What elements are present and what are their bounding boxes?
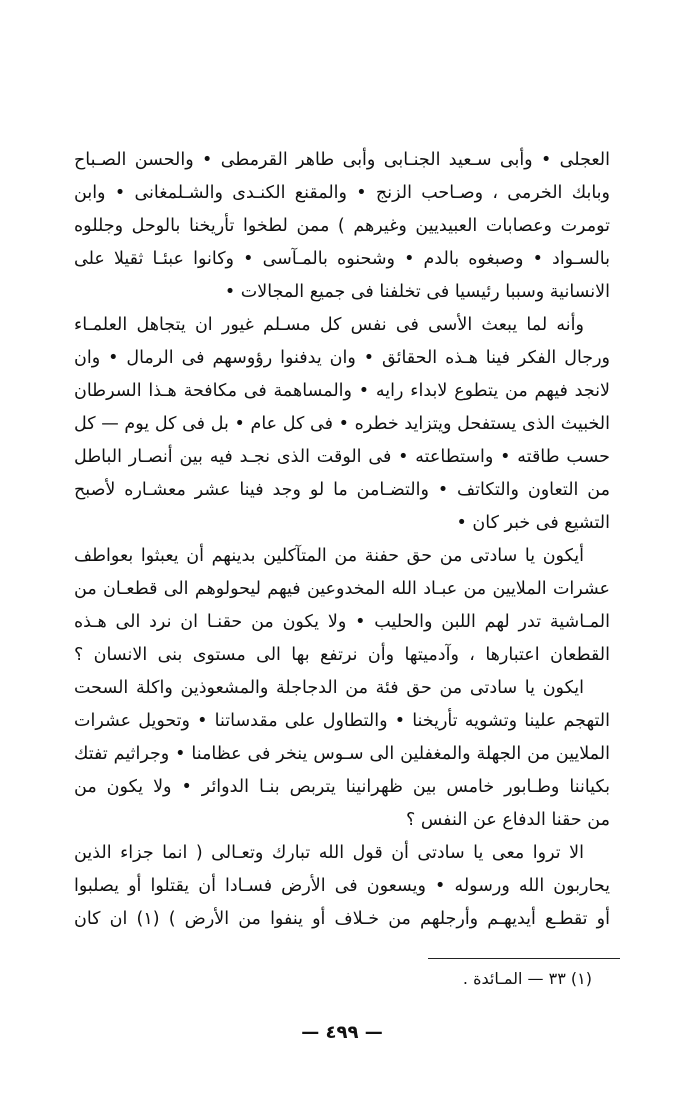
page-number: — ٤٩٩ — — [301, 1022, 383, 1043]
text-line: وأنه لما يبعث الأسى فى نفس كل مسـلم غيور ان يتجاهل العلمـاء — [74, 315, 584, 335]
text-line: الانسانية وسببا رئيسيا فى تخلفنا فى جميع المجالات • — [224, 282, 610, 302]
text-line: الملايين من الجهلة والمغفلين الى سـوس ينخر فى عظامنا • وجراثيم تفتك — [74, 744, 610, 764]
body-text — [74, 144, 610, 936]
text-line: التشيع فى خبر كان • — [456, 513, 610, 533]
text-line: بكياننا وطـابور خامس بين ظهرانينا يتربص بنـا الدوائر • ولا يكون من — [74, 777, 610, 797]
text-line: القطعان اعتبارها ، وآدميتها وأن نرتفع بها الى مستوى بنى الانسان ؟ — [74, 645, 610, 665]
text-line: التهجم علينا وتشويه تأريخنا • والتطاول على مقدساتنا • وتحويل عشرات — [74, 711, 610, 731]
text-line: ايكون يا سادتى من حق فئة من الدجاجلة والمشعوذين واكلة السحت — [74, 678, 584, 698]
text-line: من حقنا الدفاع عن النفس ؟ — [405, 810, 610, 830]
footnote: (١) ٣٣ — المـائدة . — [462, 969, 592, 988]
text-line: يحاربون الله ورسوله • ويسعون فى الأرض فسـادا أن يقتلوا أو يصلبوا — [74, 876, 610, 896]
text-line: أيكون يا سادتى من حق حفنة من المتآكلين بدينهم أن يعبثوا بعواطف — [74, 546, 584, 566]
text-line: تومرت وعصابات العبيديين وغيرهم ) ممن لطخوا تأريخنا بالوحل وجللوه — [74, 216, 610, 236]
text-line: وبابك الخرمى ، وصـاحب الزنج • والمقنع الكنـدى والشـلمغانى • وابن — [74, 183, 610, 203]
footnote-divider — [428, 958, 620, 959]
text-line: حسب طاقته • واستطاعته • فى الوقت الذى نجـد فيه بين أنصـار الباطل — [74, 447, 610, 467]
text-line: الخبيث الذى يستفحل ويتزايد خطره • فى كل عام • بل فى كل يوم — كل — [74, 414, 610, 434]
text-line: ورجال الفكر فينا هـذه الحقائق • وان يدفنوا رؤوسهم فى الرمال • وان — [74, 348, 610, 368]
text-line: لانجد فيهم من يتطوع لابداء رايه • والمساهمة فى مكافحة هـذا السرطان — [74, 381, 610, 401]
text-line: من التعاون والتكاتف • والتضـامن ما لو وجد فينا عشر معشـاره لأصبح — [74, 480, 610, 500]
text-line: المـاشية تدر لهم اللبن والحليب • ولا يكون من حقنـا ان نرد الى هـذه — [74, 612, 610, 632]
text-line: الا تروا معى يا سادتى أن قول الله تبارك وتعـالى ( انما جزاء الذين — [74, 843, 584, 863]
text-line: العجلى • وأبى سـعيد الجنـابى وأبى طاهر القرمطى • والحسن الصـباح — [74, 150, 610, 170]
text-line: عشرات الملايين من عبـاد الله المخدوعين فيهم ليحولوهم الى قطعـان من — [74, 579, 610, 599]
text-line: أو تقطـع أيديهـم وأرجلهم من خـلاف أو ينفوا من الأرض ) (١) ان كان — [74, 909, 610, 929]
text-line: بالسـواد • وصبغوه بالدم • وشحنوه بالمـآسى • وكانوا عبئـا ثقيلا على — [74, 249, 610, 269]
